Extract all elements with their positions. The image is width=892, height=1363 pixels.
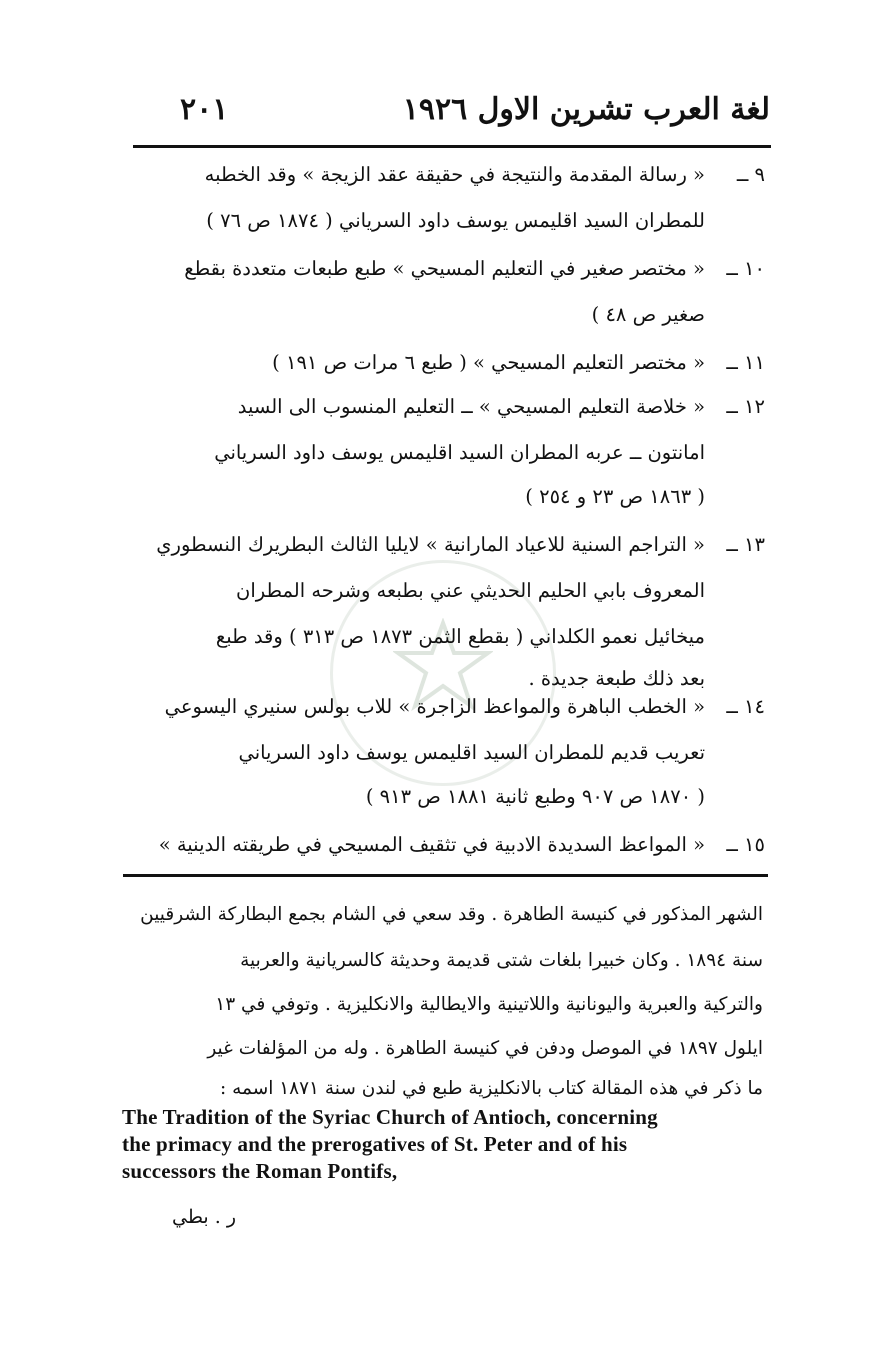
english-citation — [122, 1104, 762, 1185]
item-line: تعريب قديم للمطران السيد اقليمس يوسف داود السرياني — [238, 741, 705, 764]
item-number: ١٣ ــ — [726, 533, 765, 556]
item-number: ١٢ ــ — [726, 395, 765, 418]
item-number: ١٠ ــ — [726, 257, 765, 280]
item-line: ( ١٨٧٠ ص ٩٠٧ وطبع ثانية ١٨٨١ ص ٩١٣ ) — [365, 785, 705, 808]
item-line: امانتون ــ عربه المطران السيد اقليمس يوسف داود السرياني — [214, 441, 705, 464]
item-line: المعروف بابي الحليم الحديثي عني بطبعه وشرحه المطران — [236, 579, 705, 602]
footnote-line: ما ذكر في هذه المقالة كتاب بالانكليزية طبع في لندن سنة ١٨٧١ اسمه : — [220, 1078, 763, 1099]
item-number: ١١ ــ — [726, 351, 765, 374]
footnote-line: والتركية والعبرية واليونانية واللاتينية والايطالية والانكليزية . وتوفي في ١٣ — [215, 994, 763, 1015]
item-line: « المواعظ السديدة الادبية في تثقيف المسيحي في طريقته الدينية » — [158, 833, 705, 856]
item-line: بعد ذلك طبعة جديدة . — [528, 667, 705, 690]
header-rule — [133, 145, 771, 148]
item-number: ٩ ــ — [736, 163, 765, 186]
english-line: successors the Roman Pontifs, — [122, 1159, 398, 1183]
page-title: لغة العرب تشرين الاول ١٩٢٦ — [402, 92, 770, 127]
item-line: صغير ص ٤٨ ) — [591, 303, 705, 326]
page-number: ٢٠١ — [180, 92, 229, 127]
item-line: « خلاصة التعليم المسيحي » ــ التعليم المنسوب الى السيد — [237, 395, 705, 418]
item-line: « التراجم السنية للاعياد المارانية » لايليا الثالث البطريرك النسطوري — [156, 533, 705, 556]
footnote-line: ايلول ١٨٩٧ في الموصل ودفن في كنيسة الطاهرة . وله من المؤلفات غير — [207, 1038, 763, 1059]
english-line: The Tradition of the Syriac Church of Antioch, concerning — [122, 1105, 658, 1129]
footnote-line: الشهر المذكور في كنيسة الطاهرة . وقد سعي في الشام بجمع البطاركة الشرقيين — [140, 904, 763, 925]
item-line: « مختصر التعليم المسيحي » ( طبع ٦ مرات ص ١٩١ ) — [272, 351, 705, 374]
item-number: ١٤ ــ — [726, 695, 765, 718]
item-line: « مختصر صغير في التعليم المسيحي » طبع طبعات متعددة بقطع — [184, 257, 705, 280]
item-line: ( ١٨٦٣ ص ٢٣ و ٢٥٤ ) — [525, 485, 705, 508]
english-line: the primacy and the prerogatives of St. Peter and of his — [122, 1132, 628, 1156]
footnote-line: سنة ١٨٩٤ . وكان خبيرا بلغات شتى قديمة وحديثة كالسريانية والعربية — [240, 950, 763, 971]
item-line: للمطران السيد اقليمس يوسف داود السرياني ( ١٨٧٤ ص ٧٦ ) — [206, 209, 705, 232]
item-line: « الخطب الباهرة والمواعظ الزاجرة » للاب بولس سنيري اليسوعي — [164, 695, 705, 718]
item-number: ١٥ ــ — [726, 833, 765, 856]
footnote-rule — [123, 874, 768, 877]
page-header — [140, 92, 770, 140]
item-line: ميخائيل نعمو الكلداني ( بقطع الثمن ١٨٧٣ ص ٣١٣ ) وقد طبع — [215, 625, 705, 648]
author-signature: ر . بطي — [172, 1206, 237, 1228]
item-line: « رسالة المقدمة والنتيجة في حقيقة عقد الزيجة » وقد الخطبه — [204, 163, 705, 186]
